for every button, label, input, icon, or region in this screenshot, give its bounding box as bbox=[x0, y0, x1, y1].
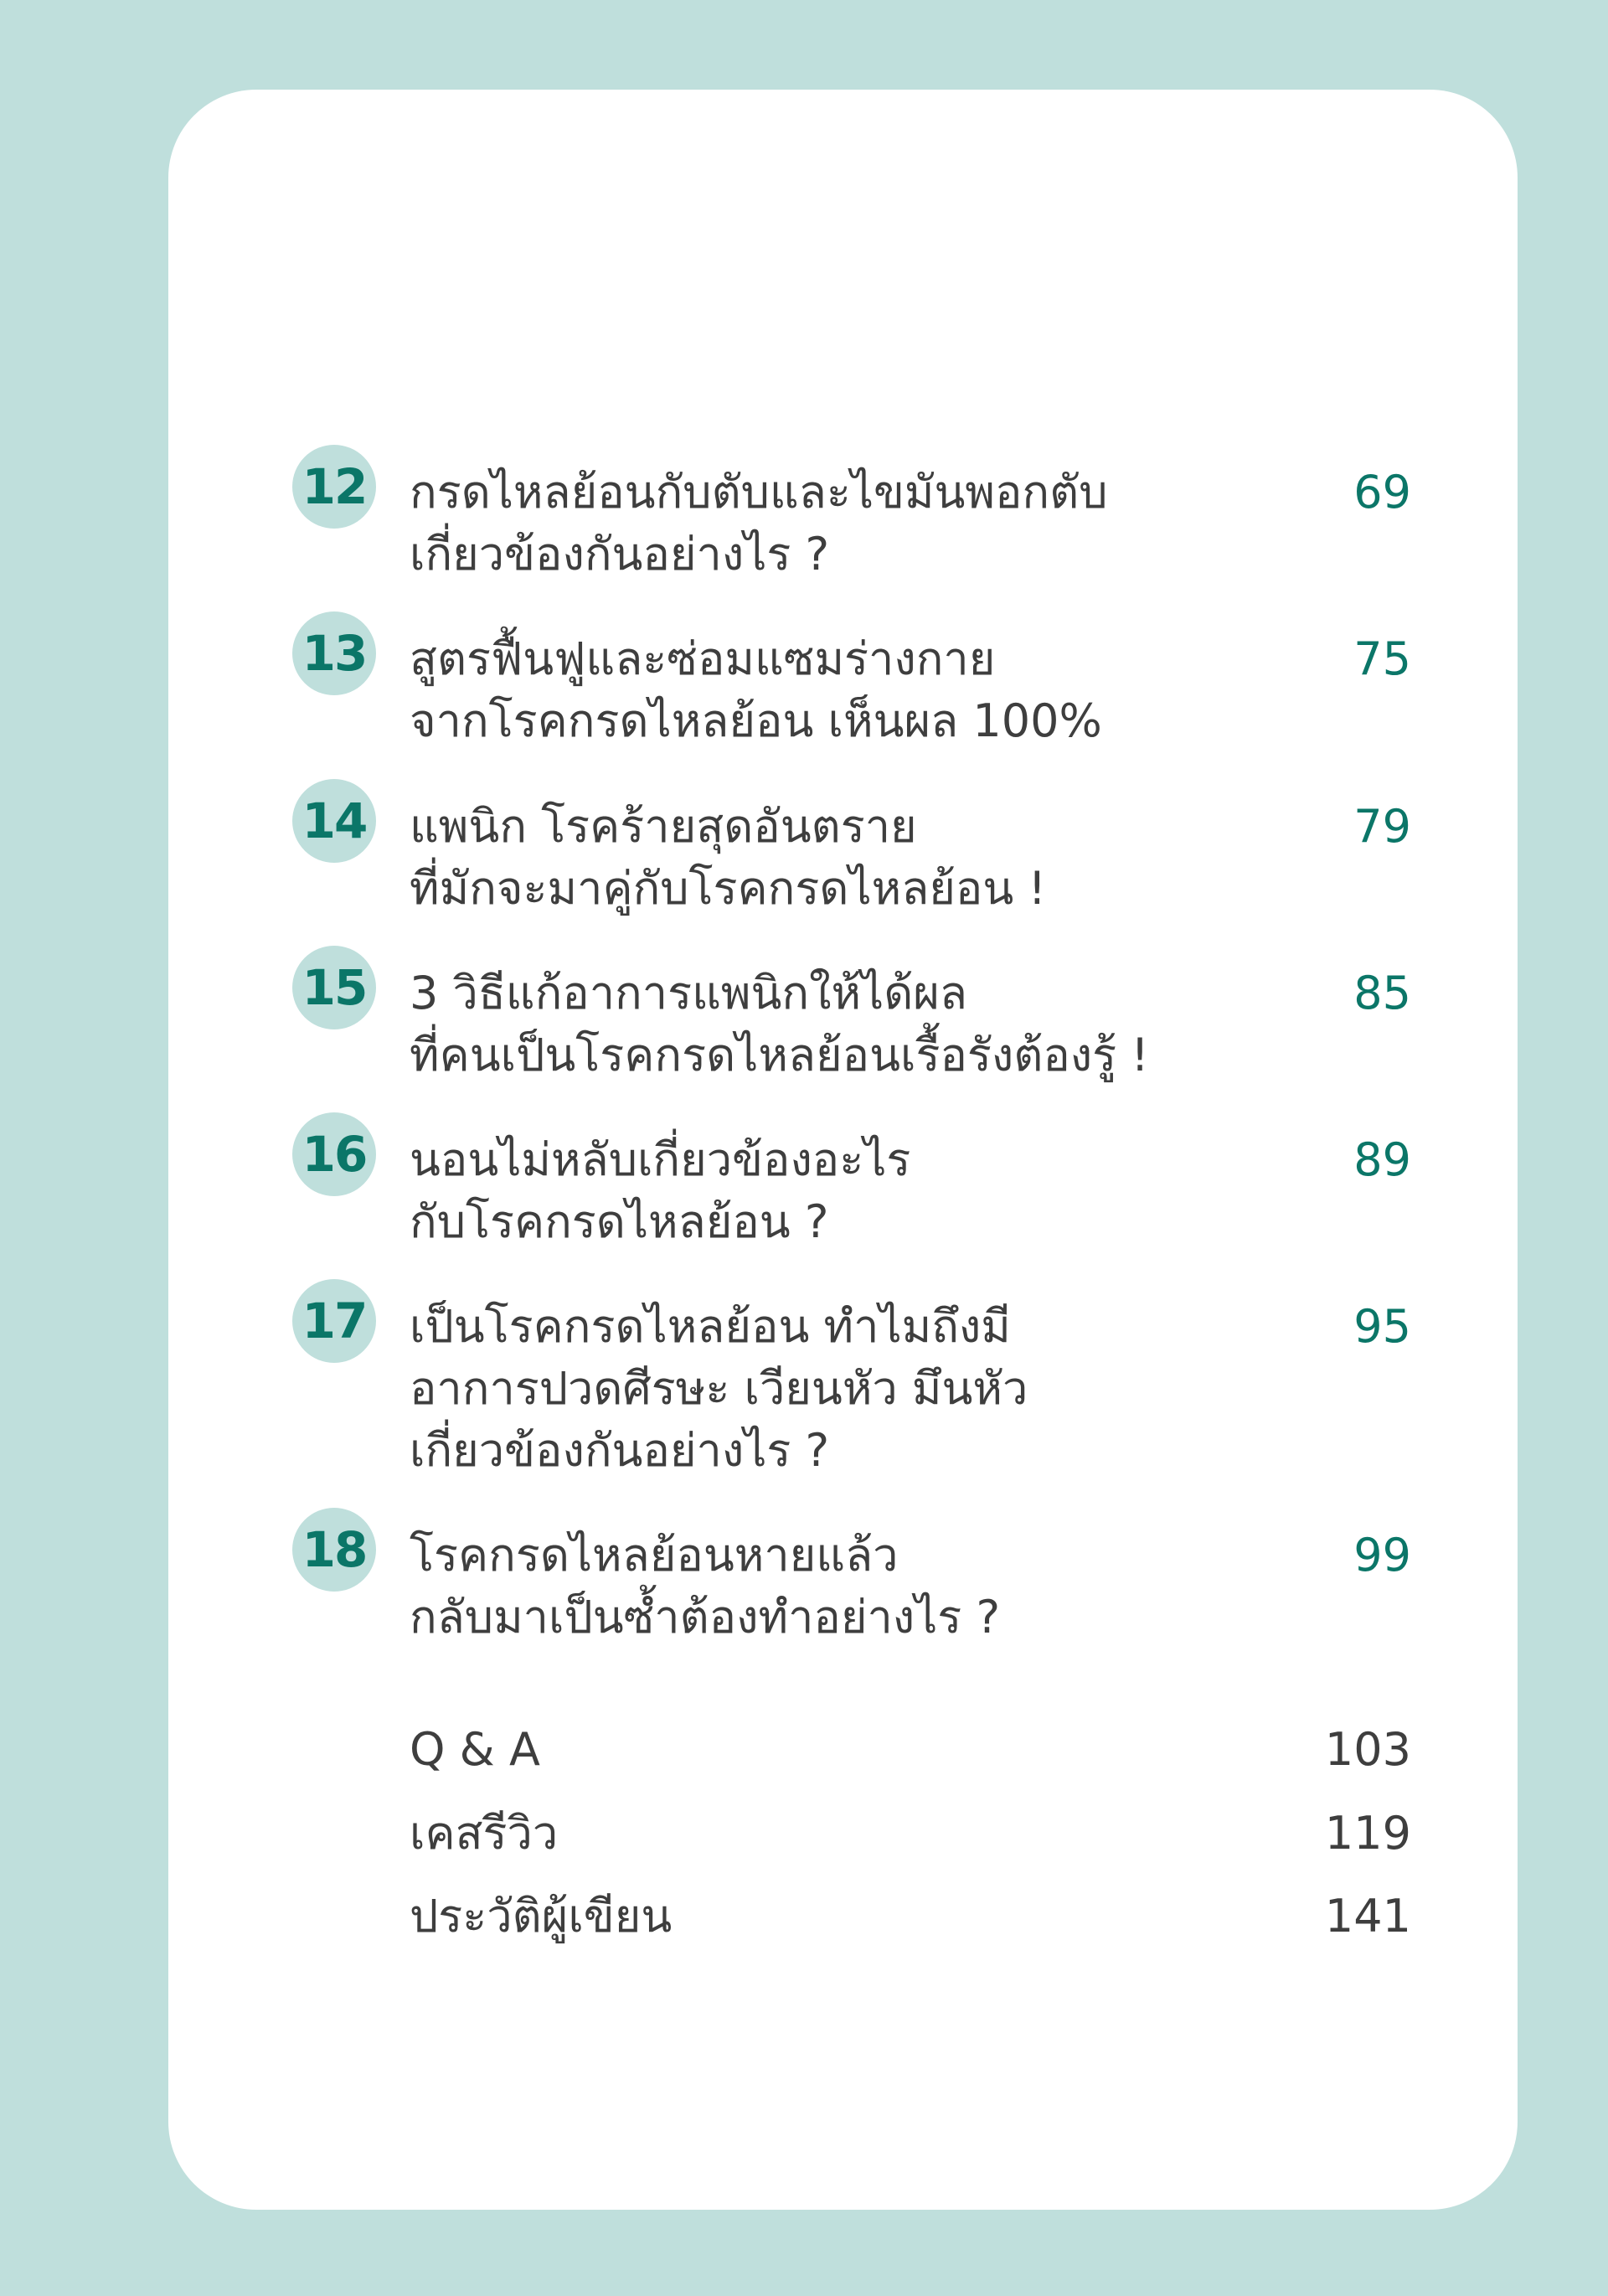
chapter-title-line: กลับมาเป็นซ้ำต้องทำอย่างไร ? bbox=[410, 1591, 1001, 1643]
chapter-title-line: สูตรฟื้นฟูและซ่อมแซมร่างกาย bbox=[410, 632, 996, 685]
toc-entry-qa[interactable] bbox=[410, 1719, 1411, 1786]
chapter-title-line: นอนไม่หลับเกี่ยวข้องอะไร bbox=[410, 1133, 911, 1186]
page-number: 79 bbox=[1353, 800, 1411, 853]
page-number: 69 bbox=[1353, 466, 1411, 519]
chapter-title bbox=[410, 1296, 1247, 1482]
chapter-title-line: เป็นโรคกรดไหลย้อน ทำไมถึงมี bbox=[410, 1300, 1011, 1353]
chapter-number-badge: 18 bbox=[292, 1508, 376, 1592]
page-number: 89 bbox=[1353, 1133, 1411, 1186]
page-number: 95 bbox=[1353, 1300, 1411, 1353]
section-title: เคสรีวิว bbox=[410, 1807, 559, 1860]
chapter-title-line: ที่คนเป็นโรคกรดไหลย้อนเรื้อรังต้องรู้ ! bbox=[410, 1029, 1149, 1081]
table-of-contents bbox=[168, 90, 1518, 2210]
chapter-title bbox=[410, 628, 1247, 752]
chapter-number-badge: 14 bbox=[292, 779, 376, 863]
content-card bbox=[168, 90, 1518, 2210]
chapter-title bbox=[410, 962, 1247, 1086]
chapter-number-badge: 13 bbox=[292, 611, 376, 695]
section-title: Q & A bbox=[410, 1723, 540, 1776]
toc-entry-case-review[interactable] bbox=[410, 1803, 1411, 1870]
page-number: 85 bbox=[1353, 967, 1411, 1019]
chapter-title-line: กับโรคกรดไหลย้อน ? bbox=[410, 1195, 829, 1248]
chapter-title bbox=[410, 1525, 1247, 1648]
chapter-title-line: โรคกรดไหลย้อนหายแล้ว bbox=[410, 1529, 899, 1581]
section-title: ประวัติผู้เขียน bbox=[410, 1890, 673, 1943]
chapter-title-line: กรดไหลย้อนกับตับและไขมันพอกตับ bbox=[410, 466, 1108, 519]
chapter-title bbox=[410, 462, 1247, 586]
page-number: 103 bbox=[1324, 1723, 1411, 1776]
chapter-number-badge: 17 bbox=[292, 1279, 376, 1363]
chapter-title-line: จากโรคกรดไหลย้อน เห็นผล 100% bbox=[410, 694, 1102, 747]
chapter-title-line: เกี่ยวข้องกันอย่างไร ? bbox=[410, 1424, 830, 1477]
chapter-title-line: 3 วิธีแก้อาการแพนิกให้ได้ผล bbox=[410, 967, 968, 1019]
chapter-title-line: แพนิก โรคร้ายสุดอันตราย bbox=[410, 800, 917, 853]
chapter-title-line: อาการปวดศีรษะ เวียนหัว มึนหัว bbox=[410, 1362, 1028, 1415]
chapter-title bbox=[410, 796, 1247, 920]
page-number: 141 bbox=[1324, 1890, 1411, 1943]
page-number: 99 bbox=[1353, 1529, 1411, 1581]
chapter-title-line: ที่มักจะมาคู่กับโรคกรดไหลย้อน ! bbox=[410, 862, 1047, 915]
page-number: 75 bbox=[1353, 632, 1411, 685]
page-number: 119 bbox=[1324, 1807, 1411, 1860]
chapter-number-badge: 16 bbox=[292, 1112, 376, 1196]
chapter-number-badge: 15 bbox=[292, 946, 376, 1029]
chapter-title bbox=[410, 1129, 1247, 1253]
chapter-title-line: เกี่ยวข้องกันอย่างไร ? bbox=[410, 528, 830, 580]
chapter-number-badge: 12 bbox=[292, 445, 376, 529]
toc-entry-author-bio[interactable] bbox=[410, 1886, 1411, 1953]
